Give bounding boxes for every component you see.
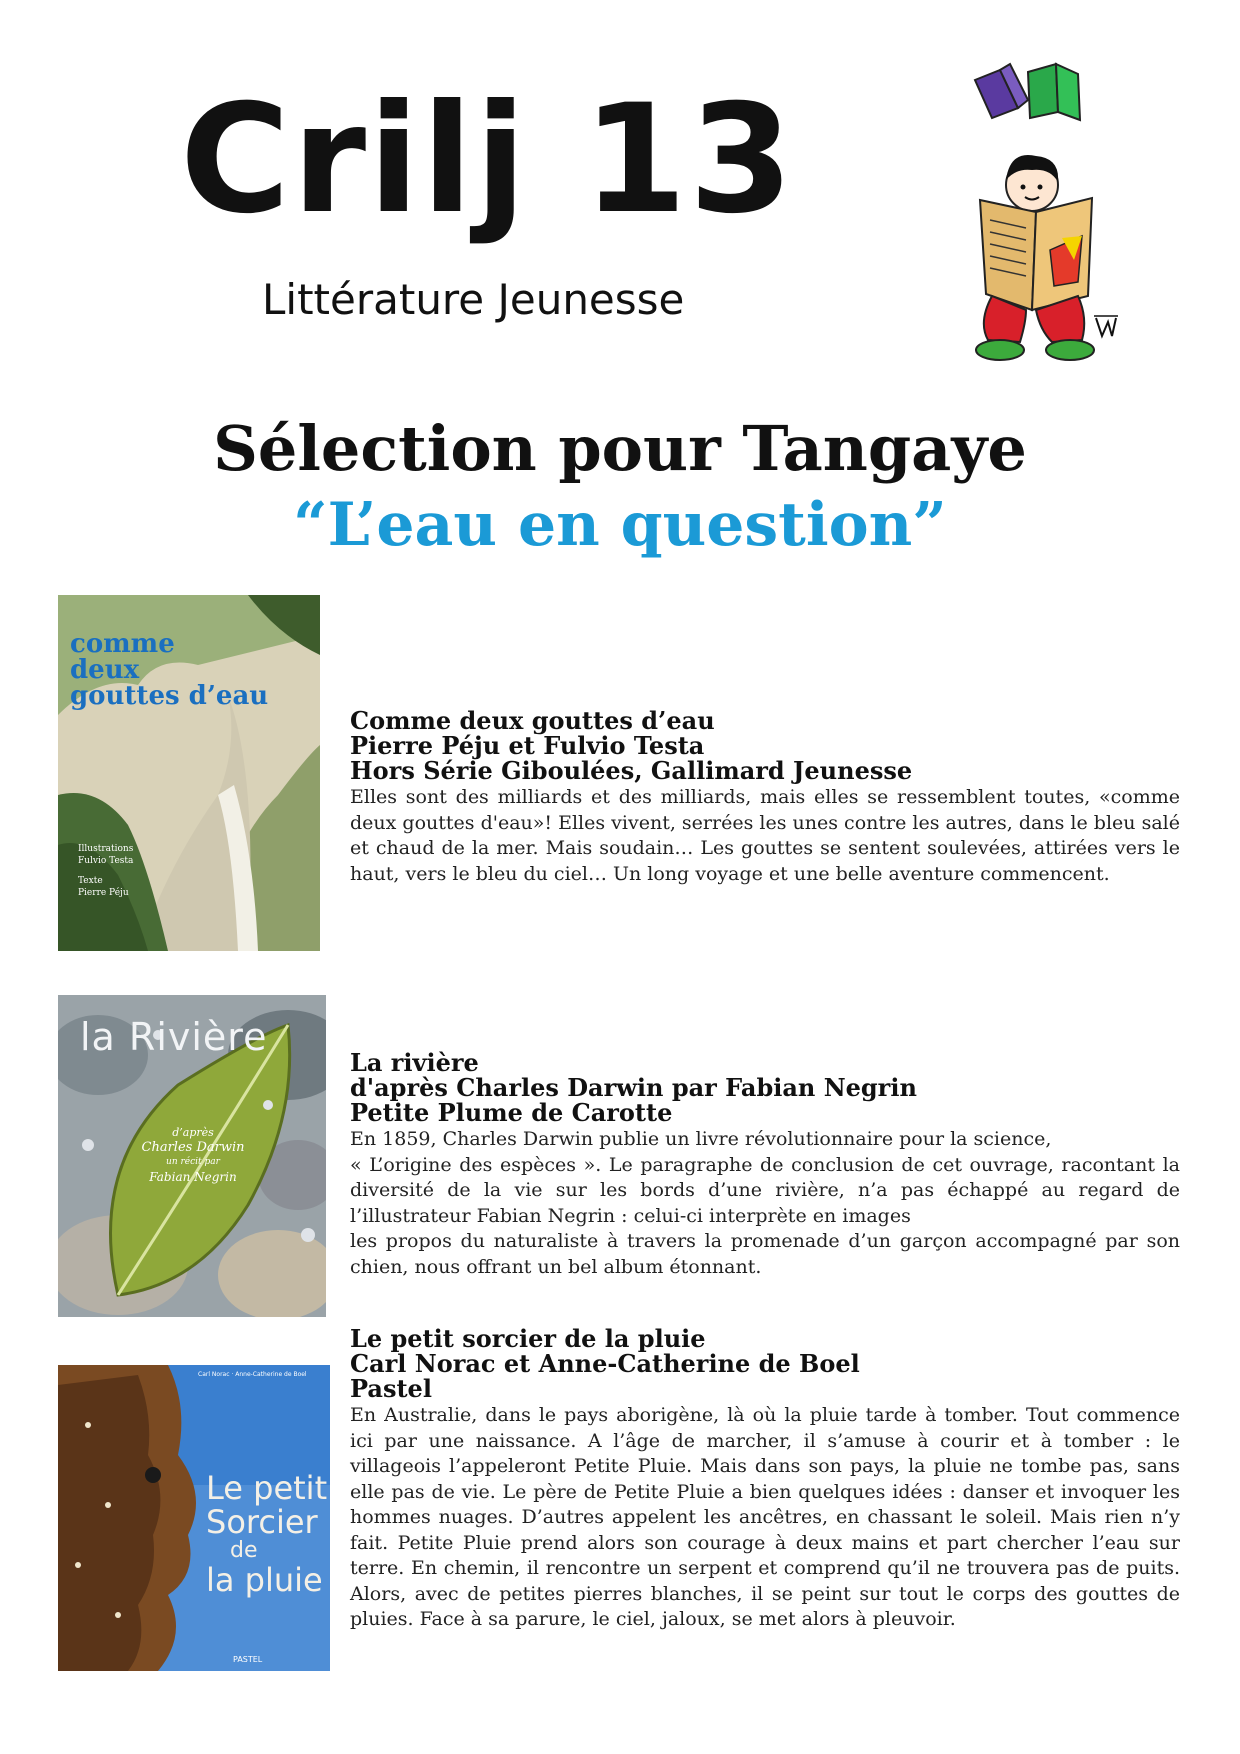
- cover-publisher: PASTEL: [233, 1655, 263, 1664]
- cover-credits: Illustrations Fulvio Testa Texte Pierre Péju: [78, 844, 134, 898]
- book-entry: [350, 708, 1180, 887]
- book-title: La rivière: [350, 1048, 479, 1077]
- green-book-icon: [1028, 64, 1080, 120]
- logo-subtitle: Littérature Jeunesse: [262, 275, 685, 324]
- logo-title: Crilj 13: [180, 73, 796, 247]
- book-description: En 1859, Charles Darwin publie un livre révolutionnaire pour la science, « L’origine des espèces ». Le paragraphe de conclusion de cet ouvrage, racontant la diversité de la vie sur les bords d’une rivière, n’a pas échappé au regard de l’illustrateur Fabian Negrin : celui-ci interprète en images les propos du naturaliste à travers la promenade d’un garçon accompagné par son chien, nous offrant un bel album étonnant.: [350, 1128, 1180, 1278]
- book-publisher: Petite Plume de Carotte: [350, 1098, 673, 1127]
- book-title: Comme deux gouttes d’eau: [350, 706, 715, 735]
- book-entry: [350, 1326, 1180, 1633]
- reading-child-illustration: [970, 60, 1130, 370]
- book-publisher: Pastel: [350, 1374, 432, 1403]
- cover-top-credits: Carl Norac · Anne-Catherine de Boel: [198, 1371, 307, 1378]
- purple-book-icon: [975, 64, 1028, 118]
- selection-title: Sélection pour Tangaye: [213, 412, 1027, 485]
- cover-title: comme deux gouttes d’eau: [70, 629, 269, 711]
- book-description: En Australie, dans le pays aborigène, là où la pluie tarde à tomber. Tout commence ici par une naissance. A l’âge de marcher, il s’amuse à courir et à tomber : le villageois l’appeleront Petite Pluie. Mais dans son pays, la pluie ne tombe pas, sans elle pas de vie. Le père de Petite Pluie a bien quelques idées : danser et invoquer les hommes nuages. D’autres appelent les ancêtres, en chassant le soleil. Mais rien n’y fait. Petite Pluie prend alors son courage à deux mains et part chercher l’eau sur terre. En chemin, il rencontre un serpent et comprend qu’il ne trouvera pas de puits. Alors, avec de petites pierres blanches, il se peint sur tout le corps des gouttes de pluies. Face à sa parure, le ciel, jaloux, se met alors à pleuvoir.: [350, 1404, 1180, 1630]
- book-publisher: Hors Série Giboulées, Gallimard Jeunesse: [350, 756, 913, 785]
- book-cover-le-petit-sorcier: [58, 1365, 330, 1671]
- cover-title: la Rivière: [80, 1015, 268, 1059]
- cover-title: Le petit Sorcier de la pluie: [206, 1469, 328, 1599]
- book-cover-la-riviere: [58, 995, 326, 1317]
- book-author: Pierre Péju et Fulvio Testa: [350, 731, 705, 760]
- selection-subtitle: “L’eau en question”: [293, 490, 947, 560]
- book-cover-comme-deux-gouttes: [58, 595, 320, 951]
- book-entry: [350, 1050, 1180, 1280]
- book-author: Carl Norac et Anne-Catherine de Boel: [350, 1349, 860, 1378]
- book-author: d'après Charles Darwin par Fabian Negrin: [350, 1073, 917, 1102]
- book-title: Le petit sorcier de la pluie: [350, 1324, 706, 1353]
- cover-credits: d’après Charles Darwin un récit par Fabian Negrin: [141, 1126, 245, 1184]
- book-description: Elles sont des milliards et des milliards, mais elles se ressemblent toutes, «comme deux gouttes d'eau»! Elles vivent, serrées les unes contre les autres, dans le bleu salé et chaud de la mer. Mais soudain… Les gouttes se sentent soulevées, attirées vers le haut, vers le bleu du ciel… Un long voyage et une belle aventure commencent.: [350, 786, 1180, 885]
